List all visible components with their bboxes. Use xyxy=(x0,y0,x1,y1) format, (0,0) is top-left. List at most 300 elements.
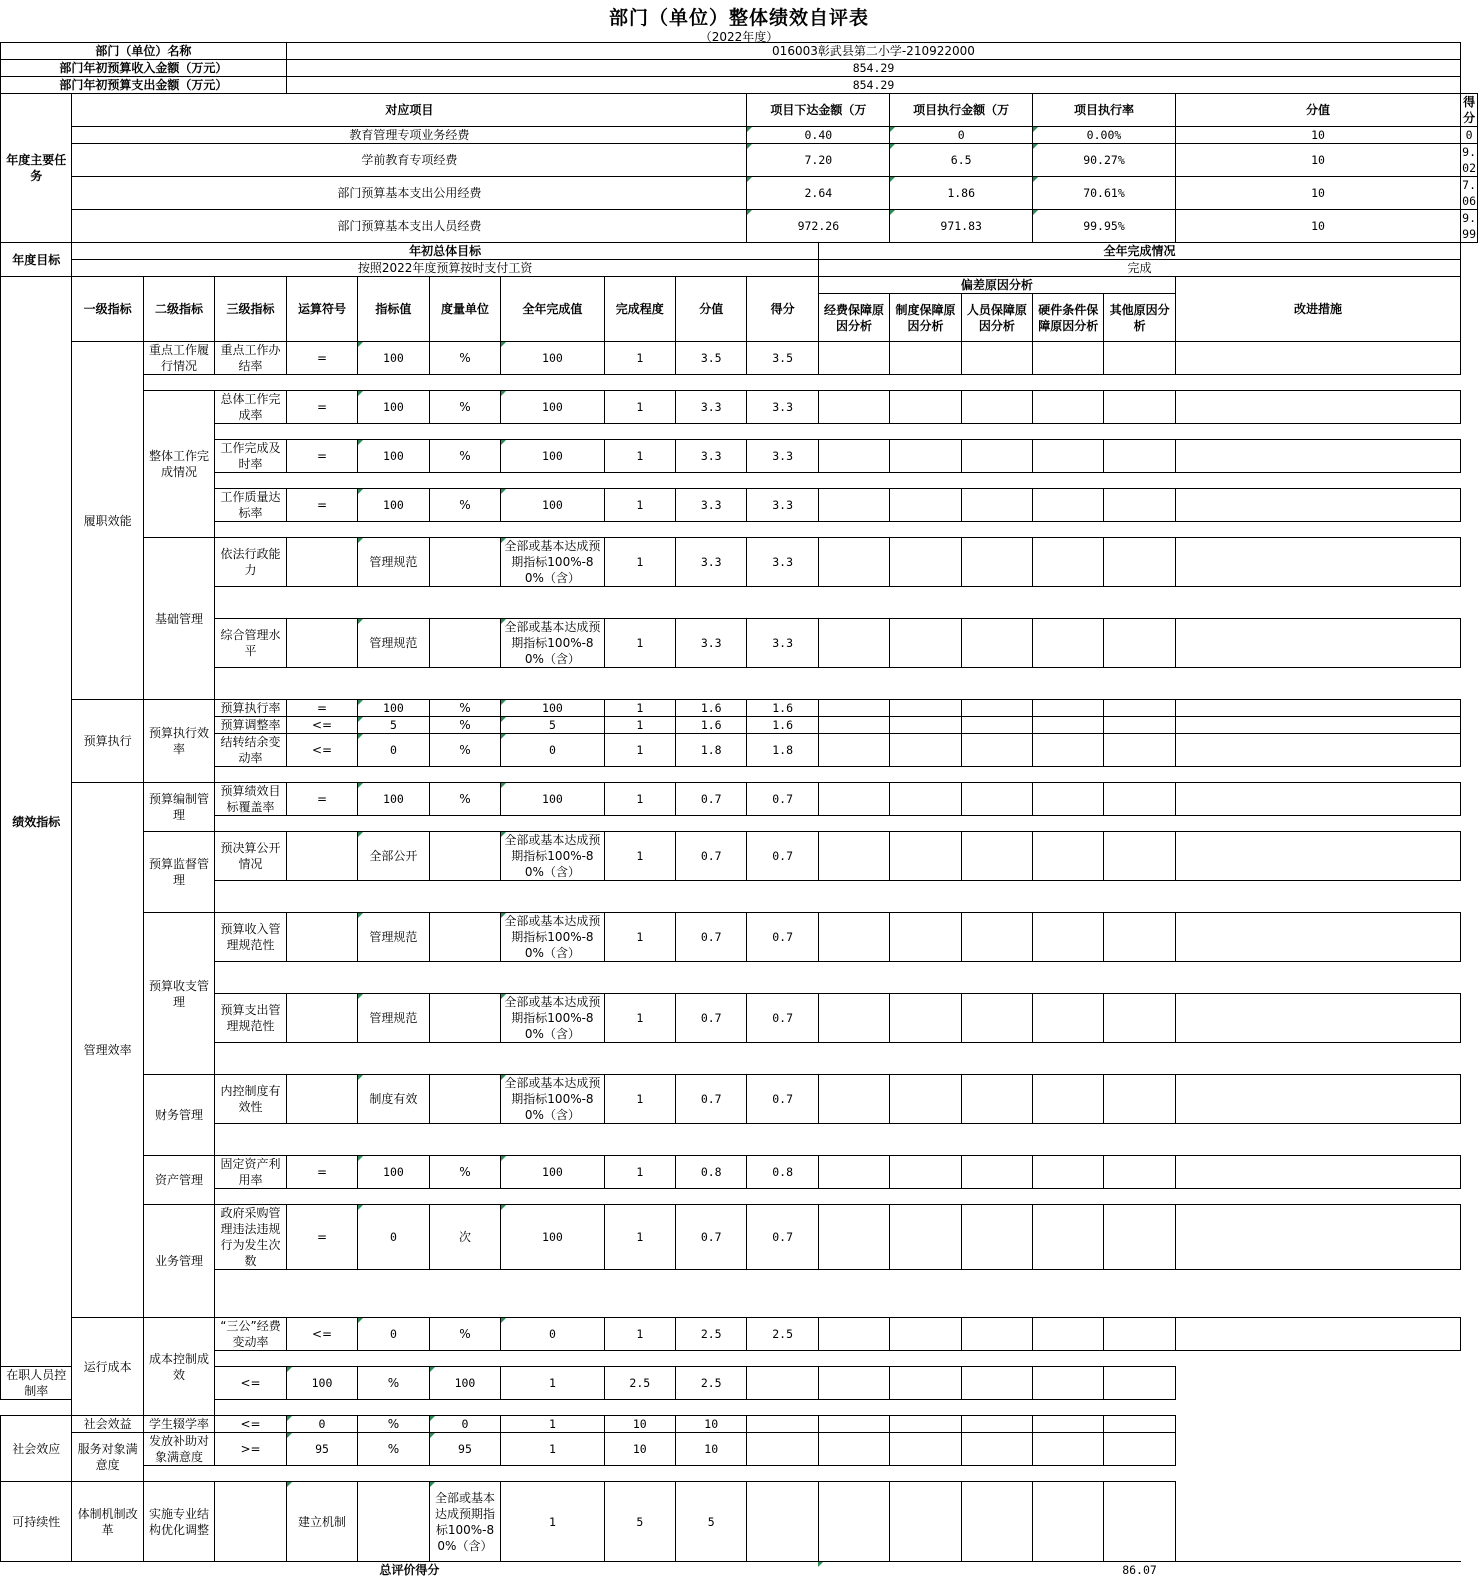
indicator-row xyxy=(1,1156,1478,1189)
indicator-row xyxy=(1,342,1478,375)
indicator-row xyxy=(1,1482,1478,1530)
deviation-staff-cell xyxy=(890,1482,961,1562)
score: 0.8 xyxy=(747,1156,818,1189)
target-value: 100 xyxy=(358,700,429,717)
level3-indicator: 预算执行率 xyxy=(215,700,287,717)
score: 5 xyxy=(676,1482,747,1562)
deviation-system-cell xyxy=(890,700,961,717)
deviation-system: 制度保障原因分析 xyxy=(890,294,961,342)
unit: % xyxy=(429,1318,501,1351)
completion-value: 完成 xyxy=(818,260,1460,277)
level2-indicator: 服务对象满意度 xyxy=(72,1433,143,1482)
deviation-funding-cell xyxy=(747,1367,818,1400)
deviation-hardware-cell xyxy=(1033,783,1104,816)
actual-value: 95 xyxy=(429,1433,501,1466)
level2-indicator: 预算监督管理 xyxy=(143,832,214,913)
level3-indicator: 工作完成及时率 xyxy=(215,440,287,473)
level2-indicator: 业务管理 xyxy=(143,1205,214,1318)
target-value: 0 xyxy=(286,1416,357,1433)
completion-degree: 1 xyxy=(604,538,675,587)
unit: % xyxy=(429,734,501,767)
points: 3.3 xyxy=(676,619,747,668)
header-level3: 三级指标 xyxy=(215,277,287,342)
completion-degree: 1 xyxy=(604,619,675,668)
task-allocated: 0.40 xyxy=(747,127,890,144)
actual-value: 全部或基本达成预期指标100%-80%（含） xyxy=(501,832,604,881)
unit: % xyxy=(358,1433,429,1466)
deviation-funding-cell xyxy=(818,783,889,816)
deviation-staff-cell xyxy=(961,391,1032,424)
actual-value: 100 xyxy=(501,700,604,717)
target-value: 管理规范 xyxy=(358,538,429,587)
target-value: 95 xyxy=(286,1433,357,1466)
points: 0.7 xyxy=(676,994,747,1043)
target-value: 管理规范 xyxy=(358,619,429,668)
points: 0.7 xyxy=(676,783,747,816)
points: 2.5 xyxy=(604,1367,675,1400)
operator: = xyxy=(286,1156,357,1189)
completion-degree: 1 xyxy=(604,440,675,473)
task-allocated: 2.64 xyxy=(747,177,890,210)
initial-goal-value: 按照2022年度预算按时支付工资 xyxy=(72,260,818,277)
points: 10 xyxy=(604,1416,675,1433)
header-level1: 一级指标 xyxy=(72,277,143,342)
improvement-header: 改进措施 xyxy=(1175,277,1460,342)
task-header-project: 对应项目 xyxy=(72,94,747,127)
operator: = xyxy=(286,1205,357,1270)
deviation-staff-cell xyxy=(890,1433,961,1466)
improvement-cell xyxy=(1104,1433,1175,1466)
unit: % xyxy=(429,783,501,816)
header-level2: 二级指标 xyxy=(143,277,214,342)
actual-value: 全部或基本达成预期指标100%-80%（含） xyxy=(429,1482,501,1562)
deviation-other: 其他原因分析 xyxy=(1104,294,1175,342)
points: 3.5 xyxy=(676,342,747,375)
target-value: 全部公开 xyxy=(358,832,429,881)
completion-degree: 1 xyxy=(604,783,675,816)
improvement-cell xyxy=(1104,1416,1175,1433)
points: 3.3 xyxy=(676,489,747,522)
deviation-system-cell xyxy=(890,994,961,1043)
deviation-system-cell xyxy=(818,1433,889,1466)
improvement-cell xyxy=(1175,913,1460,962)
task-rate: 70.61% xyxy=(1033,177,1176,210)
deviation-other-cell xyxy=(1104,391,1175,424)
deviation-other-cell xyxy=(1104,342,1175,375)
annual-tasks-label: 年度主要任务 xyxy=(1,94,72,243)
score: 10 xyxy=(676,1416,747,1433)
indicator-row xyxy=(1,1075,1478,1124)
actual-value: 100 xyxy=(501,783,604,816)
level3-indicator: 预算收入管理规范性 xyxy=(215,913,287,962)
deviation-funding-cell xyxy=(818,391,889,424)
task-project: 教育管理专项业务经费 xyxy=(72,127,747,144)
task-row xyxy=(1,127,1478,144)
task-project: 部门预算基本支出人员经费 xyxy=(72,210,747,243)
budget-income-value: 854.29 xyxy=(286,60,1460,77)
score: 2.5 xyxy=(747,1318,818,1351)
unit xyxy=(429,994,501,1043)
level2-indicator: 预算收支管理 xyxy=(143,913,214,1075)
unit: % xyxy=(429,342,501,375)
deviation-funding-cell xyxy=(818,1205,889,1270)
deviation-system-cell xyxy=(890,832,961,881)
level3-indicator: 实施专业结构优化调整 xyxy=(143,1482,214,1562)
deviation-system-cell xyxy=(818,1416,889,1433)
task-allocated: 7.20 xyxy=(747,144,890,177)
points: 0.7 xyxy=(676,913,747,962)
actual-value: 100 xyxy=(501,1205,604,1270)
level1-indicator: 可持续性 xyxy=(1,1482,72,1562)
score: 3.3 xyxy=(747,489,818,522)
task-rate: 99.95% xyxy=(1033,210,1176,243)
completion-degree: 1 xyxy=(501,1482,604,1562)
indicator-row xyxy=(1,734,1478,767)
operator: = xyxy=(286,440,357,473)
task-score: 9.02 xyxy=(1461,144,1478,177)
points: 0.7 xyxy=(676,1075,747,1124)
points: 10 xyxy=(604,1433,675,1466)
level1-indicator: 社会效应 xyxy=(1,1416,72,1482)
deviation-staff-cell xyxy=(961,783,1032,816)
deviation-staff-cell xyxy=(961,734,1032,767)
deviation-funding-cell xyxy=(818,1156,889,1189)
level3-indicator: 学生辍学率 xyxy=(143,1416,214,1433)
budget-income-label: 部门年初预算收入金额（万元） xyxy=(1,60,287,77)
completion-degree: 1 xyxy=(604,1318,675,1351)
deviation-other-cell xyxy=(1033,1416,1104,1433)
indicator-row xyxy=(1,994,1478,1043)
task-project: 部门预算基本支出公用经费 xyxy=(72,177,747,210)
deviation-funding-cell xyxy=(818,1075,889,1124)
page-title: 部门（单位）整体绩效自评表 xyxy=(0,3,1478,30)
operator: <= xyxy=(286,734,357,767)
operator: = xyxy=(286,489,357,522)
deviation-hardware-cell xyxy=(1033,489,1104,522)
indicator-row xyxy=(1,1205,1478,1270)
level2-indicator: 社会效益 xyxy=(72,1416,143,1433)
indicator-row xyxy=(1,783,1478,816)
level3-indicator: 固定资产利用率 xyxy=(215,1156,287,1189)
target-value: 管理规范 xyxy=(358,994,429,1043)
completion-degree: 1 xyxy=(604,342,675,375)
deviation-staff-cell xyxy=(961,489,1032,522)
deviation-staff-cell xyxy=(961,1075,1032,1124)
level2-indicator: 预算执行效率 xyxy=(143,700,214,783)
evaluation-table xyxy=(0,42,1478,1578)
deviation-funding-cell xyxy=(818,913,889,962)
level3-indicator: 政府采购管理违法违规行为发生次数 xyxy=(215,1205,287,1270)
level2-indicator: 体制机制改革 xyxy=(72,1482,143,1562)
deviation-staff-cell xyxy=(961,342,1032,375)
completion-degree: 1 xyxy=(604,734,675,767)
deviation-hardware-cell xyxy=(1033,1205,1104,1270)
score: 1.6 xyxy=(747,717,818,734)
points: 3.3 xyxy=(676,391,747,424)
indicator-row xyxy=(1,1416,1478,1433)
level3-indicator: 预算调整率 xyxy=(215,717,287,734)
target-value: 100 xyxy=(358,489,429,522)
score: 3.3 xyxy=(747,538,818,587)
deviation-hardware-cell xyxy=(961,1482,1032,1562)
score: 3.3 xyxy=(747,391,818,424)
deviation-staff-cell xyxy=(961,619,1032,668)
budget-expense-value: 854.29 xyxy=(286,77,1460,94)
level3-indicator: 总体工作完成率 xyxy=(215,391,287,424)
operator: <= xyxy=(215,1416,287,1433)
level1-indicator: 预算执行 xyxy=(72,700,143,783)
deviation-hardware-cell xyxy=(1033,619,1104,668)
task-header-executed: 项目执行金额（万 xyxy=(890,94,1033,127)
task-score: 0 xyxy=(1461,127,1478,144)
deviation-staff-cell xyxy=(961,440,1032,473)
deviation-other-cell xyxy=(1104,1205,1175,1270)
unit: % xyxy=(429,489,501,522)
indicator-row xyxy=(1,717,1478,734)
completion-degree: 1 xyxy=(604,1205,675,1270)
task-score: 7.06 xyxy=(1461,177,1478,210)
task-row xyxy=(1,177,1478,210)
unit: % xyxy=(429,440,501,473)
deviation-system-cell xyxy=(890,391,961,424)
deviation-system-cell xyxy=(890,538,961,587)
deviation-staff-cell xyxy=(961,700,1032,717)
unit xyxy=(358,1482,429,1562)
completion-degree: 1 xyxy=(604,994,675,1043)
completion-degree: 1 xyxy=(604,832,675,881)
deviation-system-cell xyxy=(890,1075,961,1124)
task-header-allocated: 项目下达金额（万 xyxy=(747,94,890,127)
task-executed: 0 xyxy=(890,127,1033,144)
completion-degree: 1 xyxy=(604,913,675,962)
level1-indicator: 管理效率 xyxy=(72,783,143,1318)
task-rate: 90.27% xyxy=(1033,144,1176,177)
indicator-row xyxy=(1,489,1478,522)
points: 1.6 xyxy=(676,717,747,734)
indicator-row xyxy=(1,440,1478,473)
deviation-other-cell xyxy=(1104,489,1175,522)
improvement-cell xyxy=(1175,1205,1460,1270)
actual-value: 100 xyxy=(501,391,604,424)
deviation-system-cell xyxy=(890,342,961,375)
level3-indicator: 预算支出管理规范性 xyxy=(215,994,287,1043)
target-value: 0 xyxy=(358,1318,429,1351)
actual-value: 0 xyxy=(429,1416,501,1433)
actual-value: 100 xyxy=(501,1156,604,1189)
level2-indicator: 成本控制成效 xyxy=(143,1318,214,1416)
completion-degree: 1 xyxy=(604,717,675,734)
unit xyxy=(429,832,501,881)
points: 1.6 xyxy=(676,700,747,717)
deviation-other-cell xyxy=(1033,1482,1104,1562)
budget-expense-label: 部门年初预算支出金额（万元） xyxy=(1,77,287,94)
improvement-cell xyxy=(1175,538,1460,587)
level3-indicator: 工作质量达标率 xyxy=(215,489,287,522)
level3-indicator: 预算绩效目标覆盖率 xyxy=(215,783,287,816)
task-executed: 1.86 xyxy=(890,177,1033,210)
actual-value: 全部或基本达成预期指标100%-80%（含） xyxy=(501,619,604,668)
level2-indicator: 资产管理 xyxy=(143,1156,214,1205)
points: 1.8 xyxy=(676,734,747,767)
deviation-system-cell xyxy=(890,440,961,473)
improvement-cell xyxy=(1175,994,1460,1043)
page-subtitle: （2022年度） xyxy=(0,28,1478,45)
deviation-hardware-cell xyxy=(1033,1318,1104,1351)
points: 0.8 xyxy=(676,1156,747,1189)
level3-indicator: “三公”经费变动率 xyxy=(215,1318,287,1351)
indicator-row xyxy=(1,619,1478,668)
deviation-staff-cell xyxy=(961,1205,1032,1270)
deviation-funding-cell xyxy=(818,1318,889,1351)
deviation-other-cell xyxy=(1104,717,1175,734)
improvement-cell xyxy=(1175,1075,1460,1124)
deviation-hardware-cell xyxy=(1033,832,1104,881)
total-score-label: 总评价得分 xyxy=(1,1562,819,1578)
deviation-system-cell xyxy=(890,913,961,962)
level3-indicator: 结转结余变动率 xyxy=(215,734,287,767)
unit xyxy=(429,619,501,668)
actual-value: 100 xyxy=(501,489,604,522)
unit xyxy=(429,913,501,962)
initial-goal-header: 年初总体目标 xyxy=(72,243,818,260)
task-allocated: 972.26 xyxy=(747,210,890,243)
deviation-system-cell xyxy=(890,1156,961,1189)
deviation-hardware-cell xyxy=(1033,538,1104,587)
task-executed: 971.83 xyxy=(890,210,1033,243)
deviation-funding-cell xyxy=(818,717,889,734)
target-value: 0 xyxy=(358,734,429,767)
score: 1.8 xyxy=(747,734,818,767)
level3-indicator: 内控制度有效性 xyxy=(215,1075,287,1124)
indicator-row xyxy=(1,1318,1478,1351)
deviation-funding-cell xyxy=(818,994,889,1043)
deviation-hardware-cell xyxy=(1033,1075,1104,1124)
deviation-system-cell xyxy=(818,1482,889,1562)
points: 3.3 xyxy=(676,440,747,473)
completion-degree: 1 xyxy=(604,1075,675,1124)
deviation-funding-cell xyxy=(818,538,889,587)
target-value: 100 xyxy=(358,342,429,375)
task-header-score: 得分 xyxy=(1461,94,1478,127)
header-target: 指标值 xyxy=(358,277,429,342)
deviation-other-cell xyxy=(1033,1367,1104,1400)
actual-value: 100 xyxy=(501,342,604,375)
deviation-other-cell xyxy=(1104,913,1175,962)
header-actual: 全年完成值 xyxy=(501,277,604,342)
operator: = xyxy=(286,783,357,816)
total-score-value: 86.07 xyxy=(818,1562,1460,1578)
deviation-system-cell xyxy=(890,1205,961,1270)
operator: = xyxy=(286,391,357,424)
score: 0.7 xyxy=(747,994,818,1043)
deviation-hardware-cell xyxy=(1033,700,1104,717)
deviation-funding-cell xyxy=(818,700,889,717)
target-value: 100 xyxy=(358,440,429,473)
improvement-cell xyxy=(1175,734,1460,767)
target-value: 100 xyxy=(358,783,429,816)
deviation-funding: 经费保障原因分析 xyxy=(818,294,889,342)
operator xyxy=(286,538,357,587)
indicator-row xyxy=(1,832,1478,881)
score: 0.7 xyxy=(747,1205,818,1270)
header-unit: 度量单位 xyxy=(429,277,501,342)
score: 3.3 xyxy=(747,619,818,668)
deviation-funding-cell xyxy=(818,342,889,375)
improvement-cell xyxy=(1175,783,1460,816)
deviation-system-cell xyxy=(890,783,961,816)
actual-value: 0 xyxy=(501,734,604,767)
deviation-funding-cell xyxy=(747,1433,818,1466)
completion-degree: 1 xyxy=(501,1367,604,1400)
improvement-cell xyxy=(1175,832,1460,881)
score: 0.7 xyxy=(747,913,818,962)
target-value: 0 xyxy=(358,1205,429,1270)
operator xyxy=(286,619,357,668)
unit: % xyxy=(429,717,501,734)
unit: % xyxy=(358,1367,429,1400)
deviation-other-cell xyxy=(1104,1075,1175,1124)
level2-indicator: 基础管理 xyxy=(143,538,214,700)
operator xyxy=(286,1075,357,1124)
score: 3.3 xyxy=(747,440,818,473)
deviation-staff-cell xyxy=(961,1318,1032,1351)
header-score: 得分 xyxy=(747,277,818,342)
target-value: 100 xyxy=(358,391,429,424)
task-points: 10 xyxy=(1175,127,1460,144)
level2-indicator: 财务管理 xyxy=(143,1075,214,1156)
completion-degree: 1 xyxy=(501,1433,604,1466)
indicator-row xyxy=(1,700,1478,717)
completion-header: 全年完成情况 xyxy=(818,243,1460,260)
operator: <= xyxy=(286,1318,357,1351)
operator: >= xyxy=(215,1433,287,1466)
target-value: 管理规范 xyxy=(358,913,429,962)
deviation-other-cell xyxy=(1104,1318,1175,1351)
improvement-cell xyxy=(1175,489,1460,522)
indicator-row xyxy=(1,1433,1478,1466)
unit-name-value: 016003彰武县第二小学-210922000 xyxy=(286,43,1460,60)
target-value: 5 xyxy=(358,717,429,734)
deviation-funding-cell xyxy=(818,734,889,767)
deviation-other-cell xyxy=(1033,1433,1104,1466)
score: 0.7 xyxy=(747,1075,818,1124)
operator xyxy=(215,1482,287,1562)
completion-degree: 1 xyxy=(604,1156,675,1189)
improvement-cell xyxy=(1175,619,1460,668)
level3-indicator: 重点工作办结率 xyxy=(215,342,287,375)
deviation-hardware-cell xyxy=(1033,440,1104,473)
points: 2.5 xyxy=(676,1318,747,1351)
improvement-cell xyxy=(1175,391,1460,424)
unit: 次 xyxy=(429,1205,501,1270)
level1-indicator: 运行成本 xyxy=(72,1318,143,1416)
deviation-system-cell xyxy=(890,734,961,767)
deviation-staff-cell xyxy=(961,994,1032,1043)
deviation-other-cell xyxy=(1104,994,1175,1043)
level3-indicator: 预决算公开情况 xyxy=(215,832,287,881)
completion-degree: 1 xyxy=(501,1416,604,1433)
indicator-row xyxy=(1,1367,1478,1400)
points: 5 xyxy=(604,1482,675,1562)
deviation-hardware-cell xyxy=(961,1367,1032,1400)
actual-value: 0 xyxy=(501,1318,604,1351)
actual-value: 全部或基本达成预期指标100%-80%（含） xyxy=(501,913,604,962)
target-value: 制度有效 xyxy=(358,1075,429,1124)
task-header-points: 分值 xyxy=(1175,94,1460,127)
target-value: 100 xyxy=(286,1367,357,1400)
deviation-funding-cell xyxy=(818,619,889,668)
task-points: 10 xyxy=(1175,177,1460,210)
